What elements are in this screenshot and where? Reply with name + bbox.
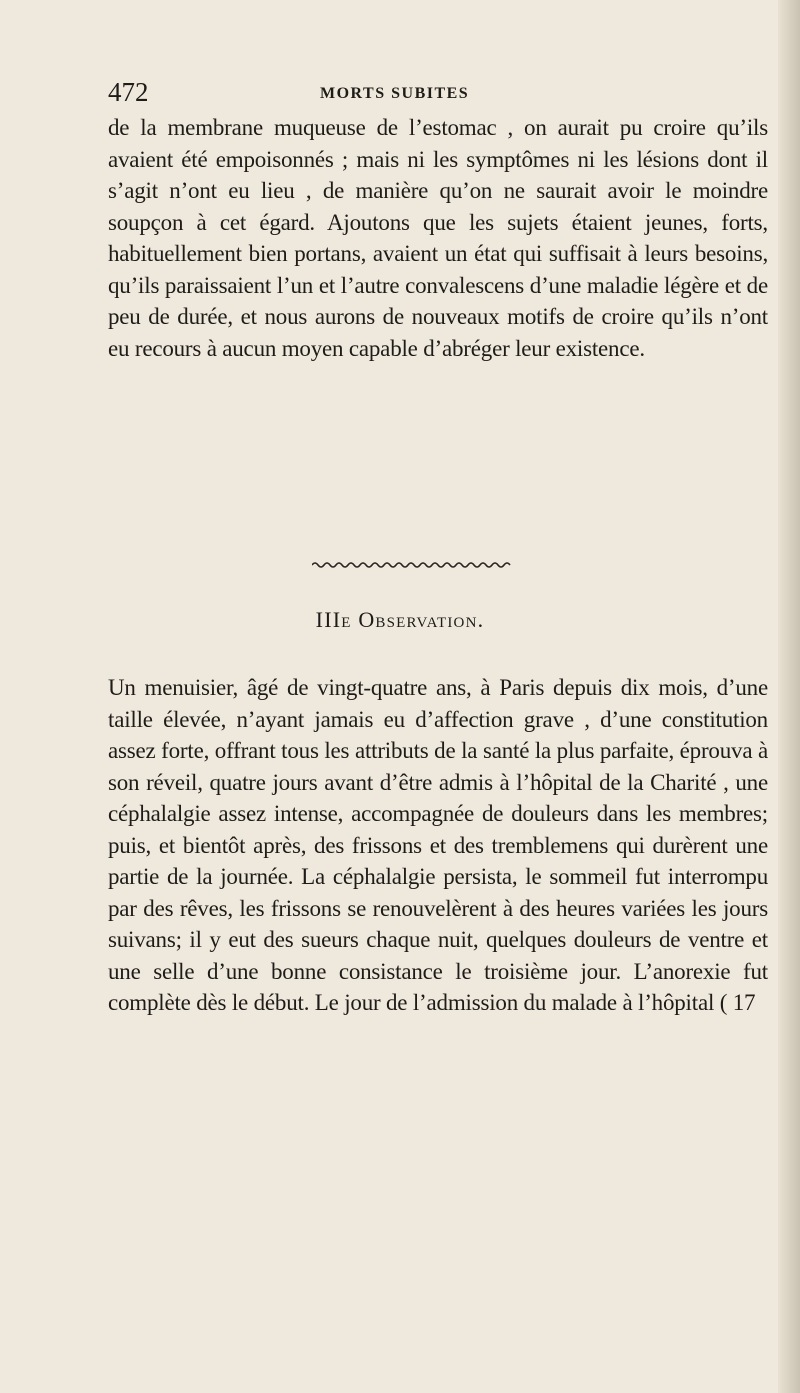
page-number: 472: [108, 77, 149, 107]
page-edge-shadow: [778, 0, 800, 1393]
section-title: IIIe Observation.: [315, 607, 485, 632]
paragraph-observation: Un menuisier, âgé de vingt-quatre ans, à Paris depuis dix mois, d’une taille élevée, n’ayant jamais eu d’affection grave , d’une constitution assez forte, offrant tous les attributs de la santé la plus parfaite, éprouva à son réveil, quatre jours avant d’être admis à l’hôpital de la Charité , une céphalalgie assez intense, accompagnée de douleurs dans les membres; puis, et bientôt après, des frissons et des tremblemens qui durèrent une partie de la journée. La céphalalgie persista, le sommeil fut interrompu par des rêves, les frissons se renouvelèrent à des heures variées les jours suivans; il y eut des sueurs chaque nuit, quelques douleurs de ventre et une selle d’une bonne consistance le troisième jour. L’anorexie fut complète dès le début. Le jour de l’admission du malade à l’hôpital ( 17: [108, 675, 768, 1015]
wavy-rule-ornament: [312, 560, 512, 570]
running-head: MORTS SUBITES: [320, 85, 470, 102]
page-header: [108, 75, 768, 115]
paragraph-intro: de la membrane muqueuse de l’estomac , on aurait pu croire qu’ils avaient été empoisonnés ; mais ni les symptômes ni les lésions dont il s’agit n’ont eu lieu , de manière qu’on ne saurait avoir le moindre soupçon à cet égard. Ajoutons que les sujets étaient jeunes, forts, habituellement bien portans, avaient un état qui suffisait à leurs besoins, qu’ils paraissaient l’un et l’autre convalescens d’une maladie légère et de peu de durée, et nous aurons de nouveaux motifs de croire qu’ils n’ont eu recours à aucun moyen capable d’abréger leur existence.: [108, 115, 768, 361]
